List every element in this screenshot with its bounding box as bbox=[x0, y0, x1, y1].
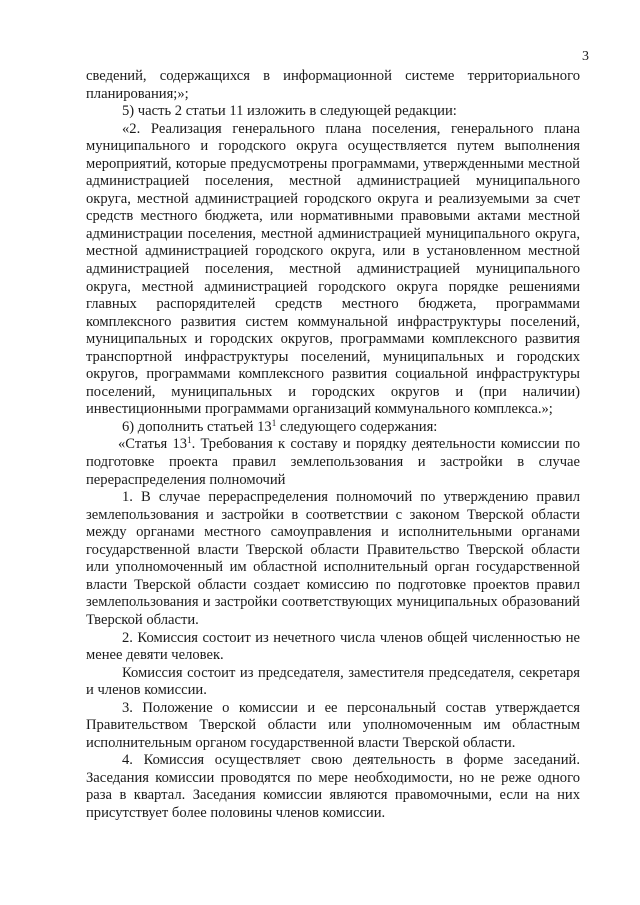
page-number: 3 bbox=[582, 49, 589, 64]
paragraph-text: следующего содержания: bbox=[276, 418, 438, 435]
paragraph-article-addition bbox=[86, 419, 580, 437]
article-heading bbox=[86, 436, 580, 489]
paragraph-text: «Статья 13 bbox=[118, 436, 188, 453]
paragraph: «2. Реализация генерального плана поселения, генерального плана муниципального и городского округа осуществляется путем выполнения мероприятий, которые предусмотрены программами, утвержденными местной администрацией поселения, местной администрацией муниципального округа, местной администрацией городского округа и реализуемыми за счет средств местного бюджета, или нормативными правовыми актами местной администрации поселения, местной администрацией муниципального округа, местной администрацией городского округа, или в установленном местной администрацией поселения, местной администрацией муниципального округа, местной администрацией городского округа порядке решениями главных распорядителей средств местного бюджета, программами комплексного развития систем коммунальной инфраструктуры поселений, муниципальных и городских округов, программами комплексного развития транспортной инфраструктуры поселений, муниципальных и городских округов, программами комплексного развития социальной инфраструктуры поселений, муниципальных и городских округов и (при наличии) инвестиционными программами организаций коммунального комплекса.»; bbox=[86, 120, 580, 418]
paragraph: 4. Комиссия осуществляет свою деятельность в форме заседаний. Заседания комиссии проводятся по мере необходимости, но не реже одного раза в квартал. Заседания комиссии являются правомочными, если на них присутствует более половины членов комиссии. bbox=[86, 752, 580, 821]
paragraph: сведений, содержащихся в информационной системе территориального планирования;»; bbox=[86, 68, 580, 102]
paragraph: 2. Комиссия состоит из нечетного числа членов общей численностью не менее девяти человек. bbox=[86, 629, 580, 664]
superscript: 1 bbox=[271, 417, 277, 428]
paragraph-text: . Требования к составу и порядку деятельности комиссии по подготовке проекта правил землепользования и застройки в случае перераспределения полномочий bbox=[86, 436, 580, 488]
document-body bbox=[86, 68, 580, 823]
paragraph: Комиссия состоит из председателя, заместителя председателя, секретаря и членов комиссии. bbox=[86, 664, 580, 699]
superscript: 1 bbox=[187, 435, 192, 446]
paragraph-text: 6) дополнить статьей 13 bbox=[122, 418, 272, 435]
paragraph: 3. Положение о комиссии и ее персональный состав утверждается Правительством Тверской области или уполномоченным им областным исполнительным органом государственной власти Тверской области. bbox=[86, 699, 580, 751]
paragraph: 1. В случае перераспределения полномочий по утверждению правил землепользования и застройки в соответствии с законом Тверской области между органами местного самоуправления и исполнительными органами государственной власти Тверской области Правительство Тверской области или уполномоченный им областной исполнительный орган государственной власти Тверской области создает комиссию по подготовке проектов правил землепользования и застройки соответствующих муниципальных образований Тверской области. bbox=[86, 489, 580, 628]
paragraph: 5) часть 2 статьи 11 изложить в следующей редакции: bbox=[122, 103, 457, 120]
